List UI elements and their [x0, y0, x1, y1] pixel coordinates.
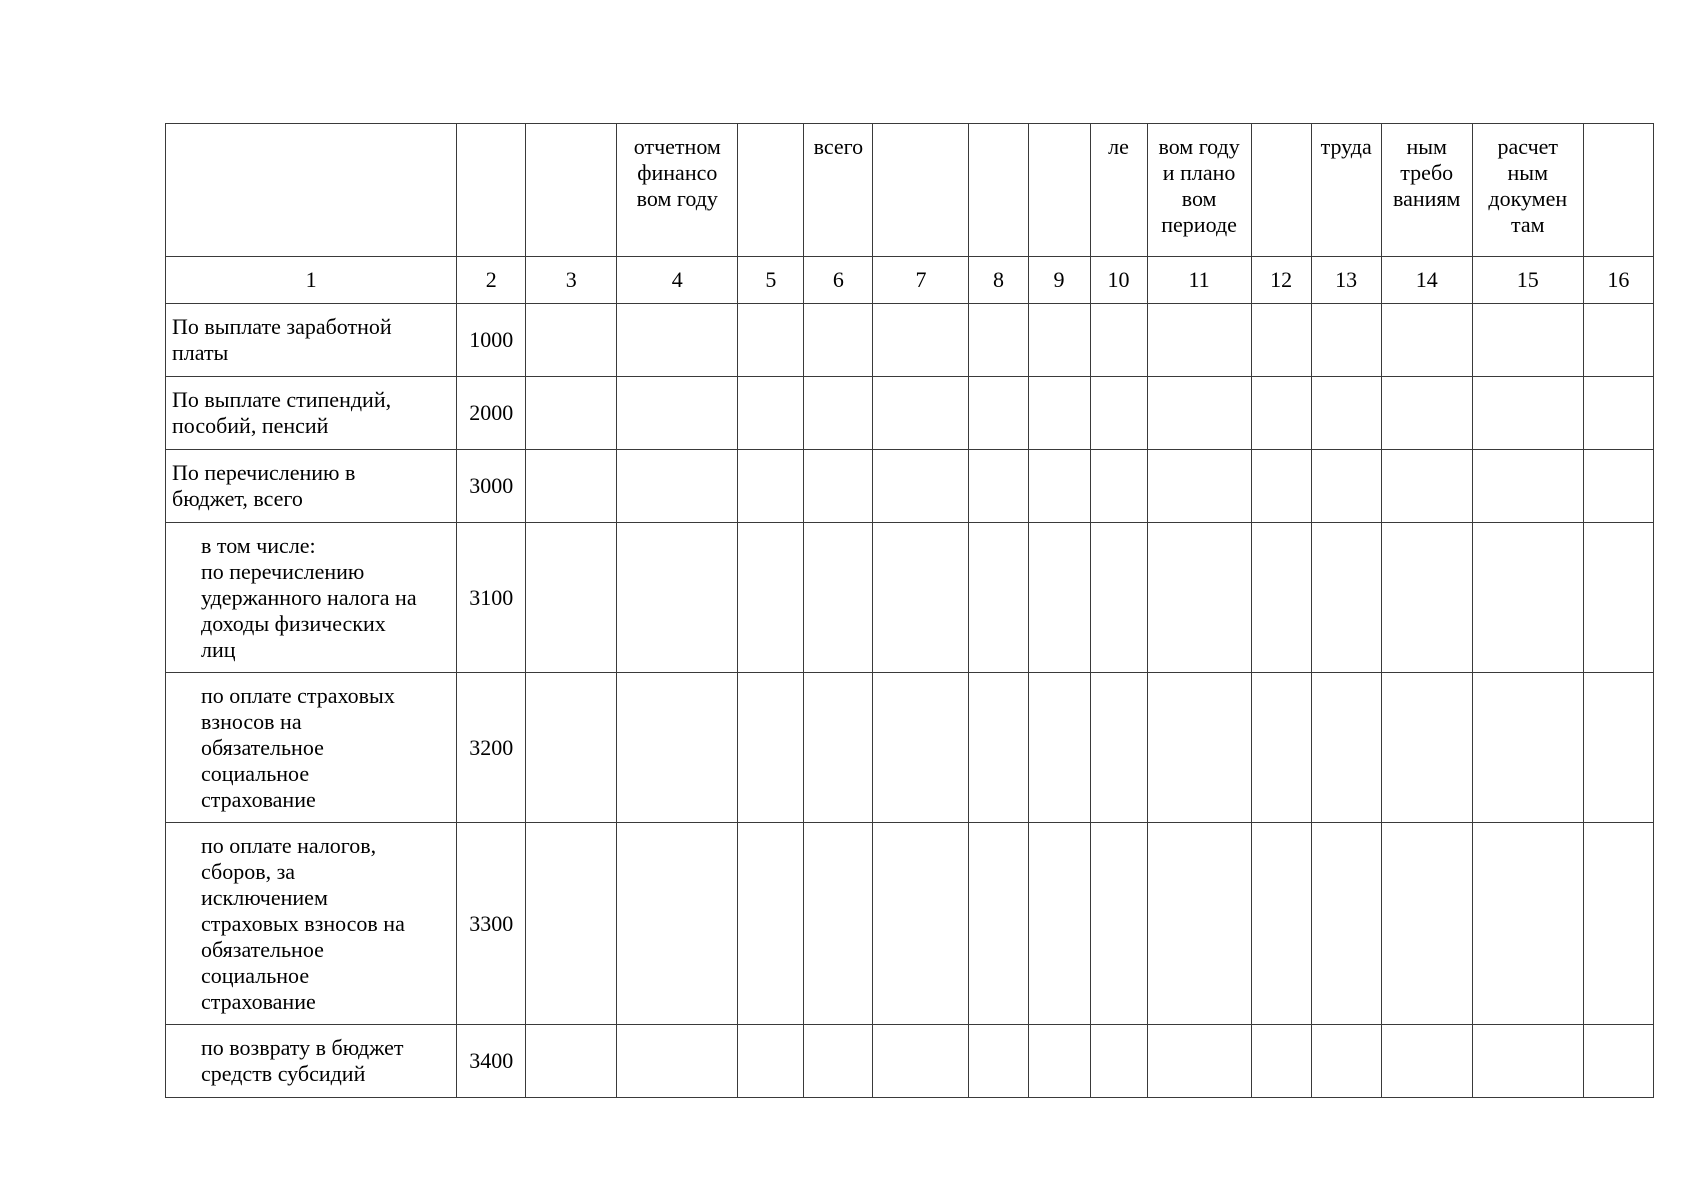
data-cell: [1251, 523, 1311, 673]
data-cell: [1147, 304, 1251, 377]
table-row: [166, 823, 1654, 1025]
data-cell: [1251, 304, 1311, 377]
data-cell: [873, 304, 969, 377]
header-cell: [1251, 124, 1311, 257]
data-cell: [617, 523, 738, 673]
row-code: 3200: [457, 673, 526, 823]
data-cell: [804, 823, 873, 1025]
row-label: по оплате страховых взносов на обязательное социальное страхование: [166, 673, 457, 823]
row-code: 3400: [457, 1025, 526, 1098]
data-cell: [1311, 304, 1381, 377]
data-cell: [617, 304, 738, 377]
data-cell: [1251, 450, 1311, 523]
data-cell: [1028, 823, 1090, 1025]
data-cell: [1147, 823, 1251, 1025]
data-cell: [1090, 523, 1147, 673]
column-number: 9: [1028, 257, 1090, 304]
data-cell: [969, 304, 1028, 377]
data-cell: [526, 673, 617, 823]
data-cell: [1311, 1025, 1381, 1098]
column-number: 3: [526, 257, 617, 304]
data-cell: [1472, 523, 1583, 673]
row-label: по возврату в бюджет средств субсидий: [166, 1025, 457, 1098]
data-cell: [873, 523, 969, 673]
data-cell: [1583, 523, 1653, 673]
column-number: 5: [738, 257, 804, 304]
data-cell: [1251, 377, 1311, 450]
data-cell: [1583, 673, 1653, 823]
data-cell: [1381, 823, 1472, 1025]
header-cell: ле: [1090, 124, 1147, 257]
data-cell: [804, 304, 873, 377]
header-cell: отчетном финансо вом году: [617, 124, 738, 257]
data-cell: [969, 450, 1028, 523]
row-code: 1000: [457, 304, 526, 377]
column-number: 14: [1381, 257, 1472, 304]
data-cell: [1381, 377, 1472, 450]
header-cell: [873, 124, 969, 257]
data-cell: [1028, 450, 1090, 523]
data-cell: [1090, 304, 1147, 377]
data-cell: [969, 1025, 1028, 1098]
data-cell: [969, 823, 1028, 1025]
data-cell: [969, 523, 1028, 673]
column-number: 8: [969, 257, 1028, 304]
data-cell: [1381, 673, 1472, 823]
data-cell: [1381, 523, 1472, 673]
data-cell: [1251, 673, 1311, 823]
data-cell: [1381, 1025, 1472, 1098]
table-row: [166, 523, 1654, 673]
data-cell: [969, 377, 1028, 450]
data-cell: [873, 450, 969, 523]
data-cell: [1090, 823, 1147, 1025]
data-cell: [1472, 673, 1583, 823]
data-cell: [1311, 823, 1381, 1025]
data-cell: [1472, 1025, 1583, 1098]
data-cell: [1311, 377, 1381, 450]
data-cell: [1472, 304, 1583, 377]
header-cell: труда: [1311, 124, 1381, 257]
data-cell: [1472, 377, 1583, 450]
row-code: 3100: [457, 523, 526, 673]
header-cell: ным требо ваниям: [1381, 124, 1472, 257]
data-cell: [873, 673, 969, 823]
data-cell: [738, 450, 804, 523]
data-cell: [526, 450, 617, 523]
header-cell: [457, 124, 526, 257]
data-cell: [1028, 673, 1090, 823]
row-label: в том числе: по перечислению удержанного налога на доходы физических лиц: [166, 523, 457, 673]
header-cell: [738, 124, 804, 257]
data-cell: [1311, 523, 1381, 673]
data-cell: [738, 377, 804, 450]
data-cell: [1090, 673, 1147, 823]
row-label: По выплате стипендий, пособий, пенсий: [166, 377, 457, 450]
data-cell: [617, 1025, 738, 1098]
table-row: [166, 450, 1654, 523]
data-cell: [1583, 1025, 1653, 1098]
data-cell: [873, 377, 969, 450]
header-cell: вом году и плано вом периоде: [1147, 124, 1251, 257]
data-cell: [738, 673, 804, 823]
data-cell: [1028, 1025, 1090, 1098]
data-cell: [804, 1025, 873, 1098]
row-code: 2000: [457, 377, 526, 450]
data-cell: [617, 450, 738, 523]
column-number: 10: [1090, 257, 1147, 304]
data-cell: [1381, 450, 1472, 523]
row-code: 3300: [457, 823, 526, 1025]
data-cell: [1147, 673, 1251, 823]
column-number: 2: [457, 257, 526, 304]
column-number: 4: [617, 257, 738, 304]
row-label: По выплате заработной платы: [166, 304, 457, 377]
table-row: [166, 673, 1654, 823]
data-cell: [1147, 377, 1251, 450]
header-cell: [166, 124, 457, 257]
column-number: 11: [1147, 257, 1251, 304]
report-table: [165, 123, 1654, 1098]
data-cell: [617, 377, 738, 450]
column-number-row: [166, 257, 1654, 304]
data-cell: [526, 377, 617, 450]
header-cell: [1028, 124, 1090, 257]
data-cell: [804, 673, 873, 823]
header-cell: [1583, 124, 1653, 257]
data-cell: [1090, 450, 1147, 523]
data-cell: [1028, 523, 1090, 673]
data-cell: [1583, 304, 1653, 377]
data-cell: [738, 523, 804, 673]
data-cell: [1311, 673, 1381, 823]
data-cell: [804, 450, 873, 523]
data-cell: [1583, 823, 1653, 1025]
data-cell: [1028, 377, 1090, 450]
header-cell: расчет ным докумен там: [1472, 124, 1583, 257]
data-cell: [738, 823, 804, 1025]
column-number: 1: [166, 257, 457, 304]
data-cell: [873, 823, 969, 1025]
table-row: [166, 377, 1654, 450]
data-cell: [1147, 523, 1251, 673]
table-row: [166, 304, 1654, 377]
data-cell: [1251, 823, 1311, 1025]
data-cell: [1090, 1025, 1147, 1098]
data-cell: [804, 377, 873, 450]
table-row: [166, 1025, 1654, 1098]
data-cell: [526, 304, 617, 377]
data-cell: [617, 673, 738, 823]
data-cell: [617, 823, 738, 1025]
column-number: 12: [1251, 257, 1311, 304]
data-cell: [1147, 450, 1251, 523]
data-cell: [804, 523, 873, 673]
data-cell: [738, 1025, 804, 1098]
row-label: По перечислению в бюджет, всего: [166, 450, 457, 523]
row-label: по оплате налогов, сборов, за исключением страховых взносов на обязательное социальное страхование: [166, 823, 457, 1025]
data-cell: [1090, 377, 1147, 450]
data-cell: [873, 1025, 969, 1098]
header-row: [166, 124, 1654, 257]
column-number: 16: [1583, 257, 1653, 304]
data-cell: [969, 673, 1028, 823]
data-cell: [526, 823, 617, 1025]
column-number: 13: [1311, 257, 1381, 304]
data-cell: [526, 523, 617, 673]
data-cell: [1583, 450, 1653, 523]
data-cell: [1381, 304, 1472, 377]
header-cell: [969, 124, 1028, 257]
data-cell: [1583, 377, 1653, 450]
header-cell: всего: [804, 124, 873, 257]
data-cell: [1472, 450, 1583, 523]
data-cell: [1028, 304, 1090, 377]
data-cell: [1251, 1025, 1311, 1098]
column-number: 15: [1472, 257, 1583, 304]
data-cell: [1147, 1025, 1251, 1098]
column-number: 7: [873, 257, 969, 304]
data-cell: [738, 304, 804, 377]
header-cell: [526, 124, 617, 257]
data-cell: [526, 1025, 617, 1098]
data-cell: [1311, 450, 1381, 523]
data-cell: [1472, 823, 1583, 1025]
column-number: 6: [804, 257, 873, 304]
row-code: 3000: [457, 450, 526, 523]
